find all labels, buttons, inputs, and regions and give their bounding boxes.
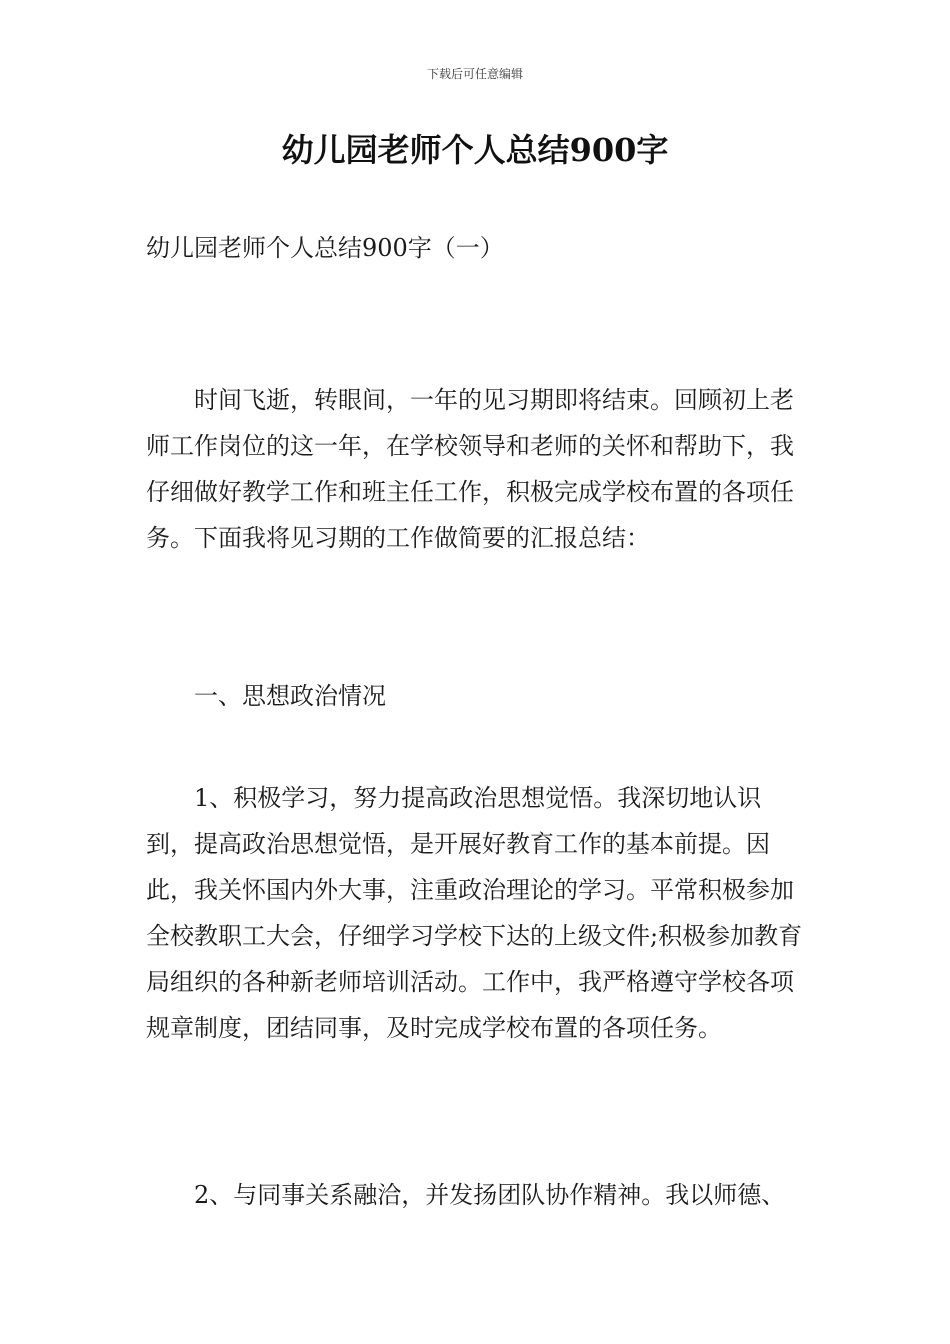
section-heading-ideology: 一、思想政治情况 (194, 682, 386, 710)
paragraph-intro: 时间飞逝，转眼间，一年的见习期即将结束。回顾初上老师工作岗位的这一年，在学校领导和老师的关怀和帮助下，我仔细做好教学工作和班主任工作，积极完成学校布置的各项任务。下面我将见习期的工作做简要的汇报总结： (146, 386, 794, 552)
header-note: 下载后可任意编辑 (426, 67, 523, 81)
paragraph-colleagues: 2、与同事关系融洽，并发扬团队协作精神。我以师德、 (194, 1181, 786, 1209)
document-title: 幼儿园老师个人总结900字 (281, 131, 669, 169)
section-subtitle: 幼儿园老师个人总结900字（一） (146, 234, 504, 262)
paragraph-study: 1、积极学习，努力提高政治思想觉悟。我深切地认识到，提高政治思想觉悟，是开展好教育工作的基本前提。因此，我关怀国内外大事，注重政治理论的学习。平常积极参加全校教职工大会，仔细学习学校下达的上级文件;积极参加教育局组织的各种新老师培训活动。工作中，我严格遵守学校各项规章制度，团结同事，及时完成学校布置的各项任务。 (146, 784, 803, 1042)
